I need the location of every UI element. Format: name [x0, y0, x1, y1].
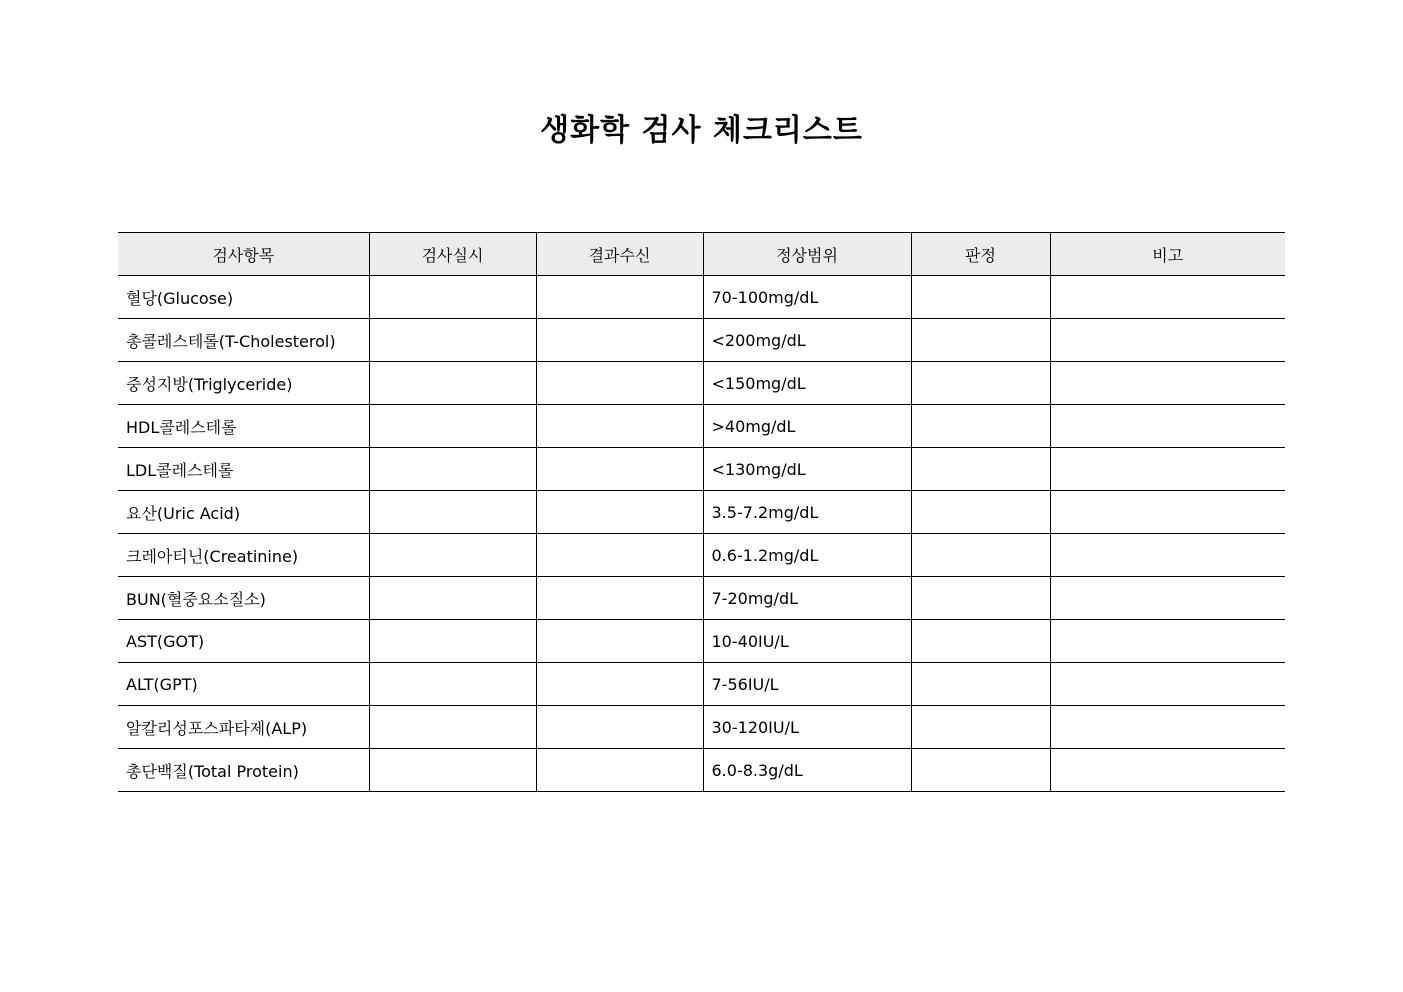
- header-test-item: 검사항목: [118, 233, 369, 276]
- remarks-cell[interactable]: [1050, 534, 1285, 577]
- judgment-cell[interactable]: [911, 749, 1050, 792]
- performed-cell[interactable]: [369, 706, 536, 749]
- header-row: [118, 233, 1285, 276]
- result-received-cell[interactable]: [536, 405, 703, 448]
- result-received-cell[interactable]: [536, 491, 703, 534]
- test-item-cell: 요산(Uric Acid): [118, 491, 369, 534]
- judgment-cell[interactable]: [911, 620, 1050, 663]
- performed-cell[interactable]: [369, 534, 536, 577]
- normal-range-cell: <130mg/dL: [703, 448, 911, 491]
- remarks-cell[interactable]: [1050, 749, 1285, 792]
- result-received-cell[interactable]: [536, 319, 703, 362]
- page-title: 생화학 검사 체크리스트: [540, 113, 863, 148]
- remarks-cell[interactable]: [1050, 448, 1285, 491]
- normal-range-cell: <150mg/dL: [703, 362, 911, 405]
- checklist-table: [118, 232, 1285, 792]
- result-received-cell[interactable]: [536, 276, 703, 319]
- test-item-cell: 크레아티닌(Creatinine): [118, 534, 369, 577]
- test-item-cell: ALT(GPT): [118, 663, 369, 706]
- normal-range-cell: 70-100mg/dL: [703, 276, 911, 319]
- remarks-cell[interactable]: [1050, 319, 1285, 362]
- remarks-cell[interactable]: [1050, 706, 1285, 749]
- test-item-cell: 중성지방(Triglyceride): [118, 362, 369, 405]
- result-received-cell[interactable]: [536, 663, 703, 706]
- test-item-cell: BUN(혈중요소질소): [118, 577, 369, 620]
- performed-cell[interactable]: [369, 362, 536, 405]
- judgment-cell[interactable]: [911, 534, 1050, 577]
- normal-range-cell: 0.6-1.2mg/dL: [703, 534, 911, 577]
- table-row: [118, 448, 1285, 491]
- performed-cell[interactable]: [369, 319, 536, 362]
- header-result-received: 결과수신: [536, 233, 703, 276]
- table-row: [118, 534, 1285, 577]
- table-row: [118, 620, 1285, 663]
- remarks-cell[interactable]: [1050, 663, 1285, 706]
- test-item-cell: 총단백질(Total Protein): [118, 749, 369, 792]
- table-row: [118, 319, 1285, 362]
- performed-cell[interactable]: [369, 620, 536, 663]
- normal-range-cell: >40mg/dL: [703, 405, 911, 448]
- table-row: [118, 706, 1285, 749]
- header-test-performed: 검사실시: [369, 233, 536, 276]
- table-row: [118, 491, 1285, 534]
- performed-cell[interactable]: [369, 448, 536, 491]
- result-received-cell[interactable]: [536, 534, 703, 577]
- result-received-cell[interactable]: [536, 577, 703, 620]
- judgment-cell[interactable]: [911, 362, 1050, 405]
- result-received-cell[interactable]: [536, 448, 703, 491]
- performed-cell[interactable]: [369, 405, 536, 448]
- judgment-cell[interactable]: [911, 491, 1050, 534]
- table-row: [118, 749, 1285, 792]
- normal-range-cell: 30-120IU/L: [703, 706, 911, 749]
- table-row: [118, 405, 1285, 448]
- test-item-cell: LDL콜레스테롤: [118, 448, 369, 491]
- judgment-cell[interactable]: [911, 663, 1050, 706]
- result-received-cell[interactable]: [536, 620, 703, 663]
- result-received-cell[interactable]: [536, 706, 703, 749]
- performed-cell[interactable]: [369, 491, 536, 534]
- table-row: [118, 362, 1285, 405]
- judgment-cell[interactable]: [911, 577, 1050, 620]
- normal-range-cell: 3.5-7.2mg/dL: [703, 491, 911, 534]
- remarks-cell[interactable]: [1050, 577, 1285, 620]
- table-row: [118, 663, 1285, 706]
- remarks-cell[interactable]: [1050, 620, 1285, 663]
- judgment-cell[interactable]: [911, 276, 1050, 319]
- remarks-cell[interactable]: [1050, 491, 1285, 534]
- normal-range-cell: 6.0-8.3g/dL: [703, 749, 911, 792]
- judgment-cell[interactable]: [911, 448, 1050, 491]
- judgment-cell[interactable]: [911, 706, 1050, 749]
- result-received-cell[interactable]: [536, 362, 703, 405]
- performed-cell[interactable]: [369, 749, 536, 792]
- test-item-cell: 혈당(Glucose): [118, 276, 369, 319]
- judgment-cell[interactable]: [911, 405, 1050, 448]
- judgment-cell[interactable]: [911, 319, 1050, 362]
- header-remarks: 비고: [1050, 233, 1285, 276]
- remarks-cell[interactable]: [1050, 276, 1285, 319]
- normal-range-cell: 7-20mg/dL: [703, 577, 911, 620]
- header-judgment: 판정: [911, 233, 1050, 276]
- header-normal-range: 정상범위: [703, 233, 911, 276]
- test-item-cell: AST(GOT): [118, 620, 369, 663]
- remarks-cell[interactable]: [1050, 405, 1285, 448]
- performed-cell[interactable]: [369, 276, 536, 319]
- normal-range-cell: 7-56IU/L: [703, 663, 911, 706]
- result-received-cell[interactable]: [536, 749, 703, 792]
- remarks-cell[interactable]: [1050, 362, 1285, 405]
- table-row: [118, 577, 1285, 620]
- test-item-cell: 총콜레스테롤(T-Cholesterol): [118, 319, 369, 362]
- performed-cell[interactable]: [369, 663, 536, 706]
- test-item-cell: HDL콜레스테롤: [118, 405, 369, 448]
- normal-range-cell: <200mg/dL: [703, 319, 911, 362]
- test-item-cell: 알칼리성포스파타제(ALP): [118, 706, 369, 749]
- table-row: [118, 276, 1285, 319]
- normal-range-cell: 10-40IU/L: [703, 620, 911, 663]
- performed-cell[interactable]: [369, 577, 536, 620]
